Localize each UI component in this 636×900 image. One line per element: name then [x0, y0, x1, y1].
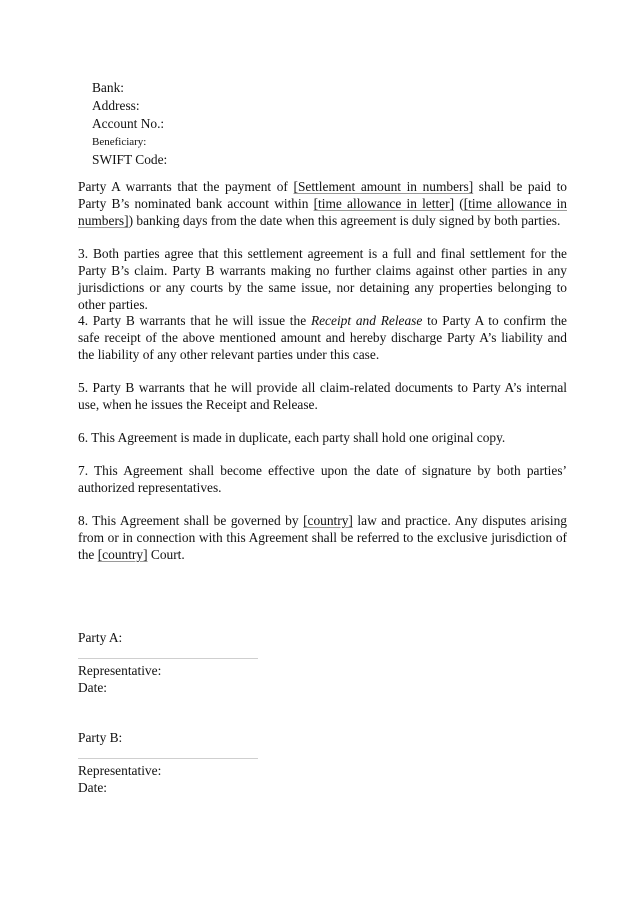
payment-clause	[78, 178, 567, 229]
payment-clause-text: shall be paid to Party B’s nominated bank account within	[78, 179, 567, 211]
swift-code-label: SWIFT Code:	[92, 152, 168, 167]
address-label: Address:	[92, 98, 140, 113]
time-allowance-letter-placeholder: [time allowance in letter]	[313, 196, 455, 211]
party-a-label: Party A:	[78, 630, 123, 645]
party-b-signature-line	[78, 758, 258, 759]
party-a-representative-label: Representative:	[78, 663, 162, 678]
clause-3: 3. Both parties agree that this settlement agreement is a full and final settlement for the Party B’s claim. Party B warrants making no further claims against other parties in any jurisdictions or any courts by the same issue, nor detaining any properties belonging to other parties.	[78, 246, 567, 312]
clause-5: 5. Party B warrants that he will provide all claim-related documents to Party A’s internal use, when he issues the Receipt and Release.	[78, 380, 567, 412]
clause-4-text: to Party A to confirm the safe receipt of the above mentioned amount and hereby discharge Party A’s liability and the liability of any other relevant parties under this case.	[78, 313, 567, 362]
time-allowance-numbers-placeholder: [time allowance in numbers]	[78, 196, 567, 228]
clause-4	[78, 312, 567, 363]
clause-6: 6. This Agreement is made in duplicate, each party shall hold one original copy.	[78, 430, 506, 445]
party-a-signature-line	[78, 658, 258, 659]
settlement-amount-placeholder: [Settlement amount in numbers]	[293, 179, 474, 194]
clause-8	[78, 512, 567, 563]
payment-clause-text: ) banking days from the date when this agreement is duly signed by both parties.	[128, 213, 561, 228]
bank-details	[92, 79, 167, 169]
payment-clause-text: Party A warrants that the payment of	[78, 179, 294, 194]
clause-4-text: 4. Party B warrants that he will issue the	[78, 313, 311, 328]
account-no-label: Account No.:	[92, 116, 165, 131]
payment-clause-text: (	[454, 196, 464, 211]
beneficiary-label: Beneficiary:	[92, 136, 147, 148]
party-a-date-label: Date:	[78, 680, 107, 695]
clause-8-text: Court.	[147, 547, 185, 562]
party-b-label: Party B:	[78, 730, 123, 745]
party-b-date-label: Date:	[78, 780, 107, 795]
clause-8-text: 8. This Agreement shall be governed by	[78, 513, 304, 528]
receipt-and-release-term: Receipt and Release	[310, 313, 423, 328]
country-placeholder: [country]	[303, 513, 353, 528]
bank-label: Bank:	[92, 80, 124, 95]
party-b-representative-label: Representative:	[78, 763, 162, 778]
country-placeholder: [country]	[97, 547, 148, 562]
clause-8-text: law and practice. Any disputes arising from or in connection with this Agreement shall be referred to the exclusive jurisdiction of the	[78, 513, 567, 562]
clause-7: 7. This Agreement shall become effective upon the date of signature by both parties’ authorized representatives.	[78, 463, 567, 495]
